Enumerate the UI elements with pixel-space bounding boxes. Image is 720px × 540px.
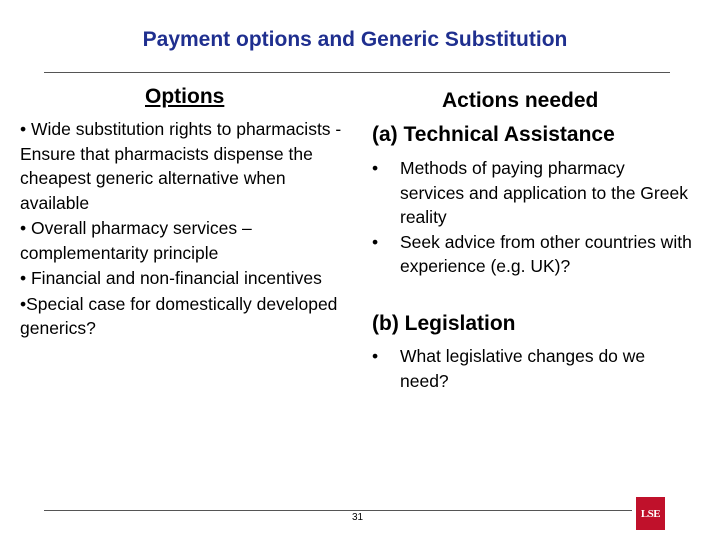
technical-assistance-heading: (a) Technical Assistance [372,123,615,146]
technical-assistance-list [372,156,692,279]
bullet: • [372,346,379,366]
bottom-divider [44,510,632,511]
options-heading: Options [145,85,225,108]
bullet: • [372,231,379,252]
legislation-list [372,344,692,393]
options-item: • Financial and non-financial incentives [20,268,322,288]
options-item: • Wide substitution rights to pharmacists - Ensure that pharmacists dispense the cheapest generic alternative when available [20,119,342,213]
lse-logo: LSE [636,497,665,530]
list-item [372,156,692,230]
list-item-text: What legislative changes do we need? [400,346,646,391]
legislation-heading: (b) Legislation [372,312,516,335]
options-list [20,117,350,342]
top-divider [44,72,670,73]
list-item-text: Methods of paying pharmacy services and application to the Greek reality [400,158,688,227]
list-item-text: Seek advice from other countries with experience (e.g. UK)? [400,231,692,276]
options-item: •Special case for domestically developed generics? [20,293,338,338]
list-item [372,344,692,393]
actions-heading: Actions needed [442,89,599,112]
page-number: 31 [352,512,364,523]
bullet: • [372,158,379,178]
options-item: • Overall pharmacy services – complementarity principle [20,218,252,263]
slide-title: Payment options and Generic Substitution [142,28,568,51]
list-item [372,230,692,279]
